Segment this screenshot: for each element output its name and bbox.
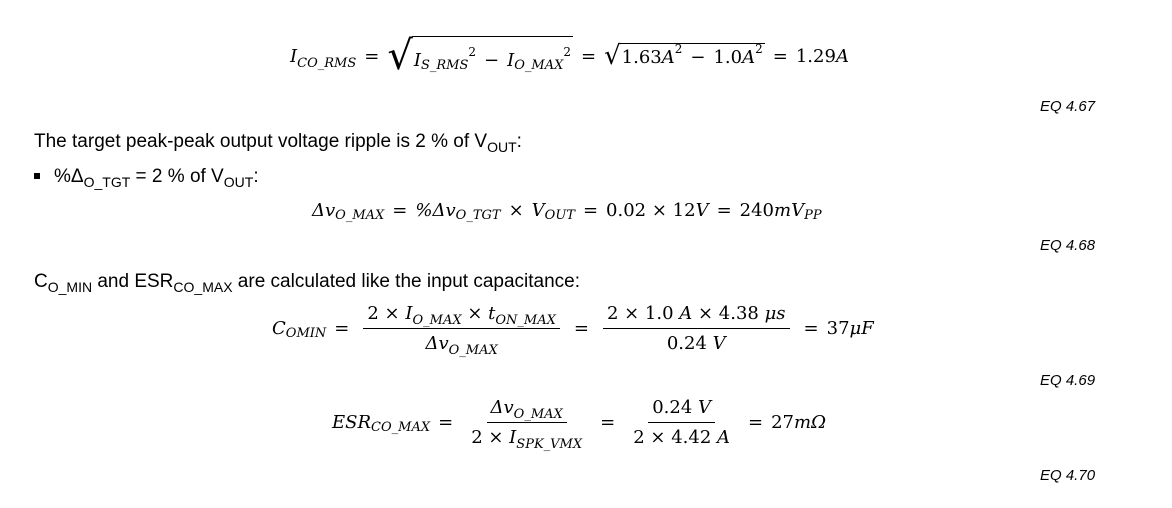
equation-label: EQ 4.69 [1040, 372, 1096, 389]
fraction: $\frac{\Delta v_{O\_MAX}}{2 \times I_{SPK\_VMX}}$ [471, 397, 583, 452]
equation-label: EQ 4.70 [1040, 467, 1096, 484]
equation-4-67: $I_{CO\_RMS}$ = √ I S_RMS 2 − I O_MAX 2 = √ 1.63 A 2 − 1.0 A 2 = 1.29 A [290, 33, 849, 79]
subscript: CO_RMS [297, 55, 357, 71]
paragraph: The target peak-peak output voltage ripple is 2 % of $V_{OUT}$: [34, 131, 522, 155]
paragraph: $C_{O\_MIN}$ and $ESR_{CO\_MAX}$ are calculated like the input capacitance: [34, 271, 581, 295]
var-i: I [290, 45, 298, 67]
fraction: $\frac{2 \times I_{O\_MAX} \times t_{ON\_MAX}}{\Delta v_{O\_MAX}}$ [363, 303, 560, 354]
fraction: $\frac{2 \times 1.0 A \times 4.38 \mu s}{0.24 V}$ [603, 303, 790, 354]
equation-4-68: Δv O_MAX = %Δv O_TGT × V OUT = 0.02 × 12 V = 240 mV PP [312, 200, 822, 223]
bullet-icon [34, 173, 40, 179]
sqrt-symbolic: √ I S_RMS 2 − I O_MAX 2 [387, 33, 571, 79]
equation-label: EQ 4.67 [1040, 98, 1096, 115]
equals-sign: = [364, 45, 380, 67]
bullet-item: $\%\Delta_{O\_TGT} = 2$ % of $V_{OUT}$: [34, 166, 259, 188]
equation-4-70: ESR CO_MAX = $\frac{\Delta v_{O\_MAX}}{2 \times I_{SPK\_VMX}}$ = $\frac{0.24 V}{2 \times 4.42 A}$ = 27 mΩ [332, 397, 826, 452]
fraction: $\frac{0.24 V}{2 \times 4.42 A}$ [633, 397, 730, 448]
sqrt-numeric: √ 1.63 A 2 − 1.0 A 2 [604, 41, 763, 71]
result-unit: A [835, 45, 849, 67]
equation-4-69: C OMIN = $\frac{2 \times I_{O\_MAX} \times t_{ON\_MAX}}{\Delta v_{O\_MAX}}$ = $\frac{2 \times 1.0 A \times 4.38 \mu s}{0.24 V}$ = 37 μF [272, 303, 874, 358]
result-value: 1.29 [795, 45, 836, 67]
equation-label: EQ 4.68 [1040, 237, 1096, 254]
